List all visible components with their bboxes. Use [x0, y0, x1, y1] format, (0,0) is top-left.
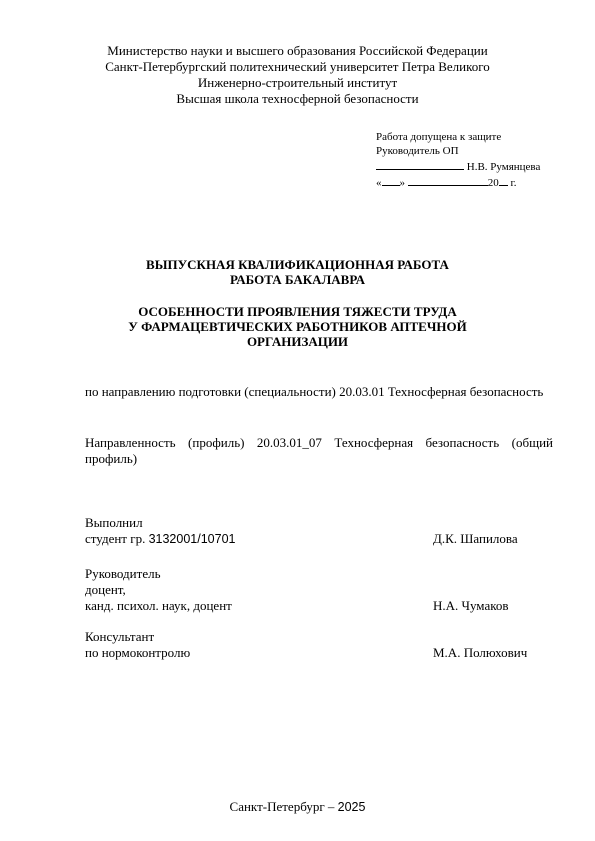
study-direction: по направлению подготовки (специальности) 20.03.01 Техносферная безопасность [85, 384, 544, 399]
year-blank [499, 175, 508, 186]
work-type-line-2: РАБОТА БАКАЛАВРА [230, 272, 365, 287]
student-prefix: студент гр. [85, 531, 149, 546]
consultant-block [85, 629, 553, 661]
consultant-name: М.А. Полюхович [433, 645, 528, 660]
organization-header [0, 43, 595, 107]
consultant-row [85, 645, 553, 661]
year-suffix: г. [507, 176, 517, 189]
consultant-role: по нормоконтролю [85, 645, 191, 660]
signature-blank [376, 158, 464, 170]
thesis-topic [0, 304, 595, 349]
school-line: Высшая школа техносферной безопасности [176, 91, 419, 106]
performer-block [85, 515, 553, 547]
work-type-heading [0, 257, 595, 287]
institute-line: Инженерно-строительный институт [197, 75, 398, 90]
year-prefix: 20 [487, 176, 499, 189]
supervisor-block [85, 566, 553, 614]
student-name: Д.К. Шапилова [433, 531, 518, 546]
university-line: Санкт-Петербургский политехнический университет Петра Великого [105, 59, 490, 74]
footer-city: Санкт-Петербург – [229, 799, 338, 814]
date-quote-close: » [399, 176, 405, 189]
program-head-name: Н.В. Румянцева [466, 161, 541, 173]
supervisor-row [85, 598, 553, 614]
approval-block [376, 131, 540, 190]
work-type-line-1: ВЫПУСКНАЯ КВАЛИФИКАЦИОННАЯ РАБОТА [146, 257, 449, 272]
consultant-label: Консультант [85, 629, 155, 644]
approval-title: Работа допущена к защите [376, 131, 502, 143]
approval-date-line [376, 175, 540, 191]
ministry-line: Министерство науки и высшего образования Российской Федерации [107, 43, 488, 58]
approval-role: Руководитель ОП [376, 144, 459, 157]
supervisor-label: Руководитель [85, 566, 161, 581]
approval-signature-line [376, 158, 540, 175]
supervisor-degree: канд. психол. наук, доцент [85, 598, 232, 613]
topic-line-3: ОРГАНИЗАЦИИ [246, 334, 349, 349]
date-quote-open: « [376, 176, 382, 189]
performer-row [85, 531, 553, 547]
group-number: 3132001/10701 [148, 532, 236, 546]
performer-label: Выполнил [85, 515, 143, 530]
footer-year: 2025 [337, 800, 366, 814]
study-profile: Направленность (профиль) 20.03.01_07 Техносферная безопасность (общий профиль) [85, 435, 553, 466]
supervisor-name: Н.А. Чумаков [433, 598, 509, 613]
month-blank [408, 175, 488, 186]
topic-line-1: ОСОБЕННОСТИ ПРОЯВЛЕНИЯ ТЯЖЕСТИ ТРУДА [138, 304, 457, 319]
supervisor-position: доцент, [85, 582, 126, 597]
day-blank [382, 175, 400, 186]
topic-line-2: У ФАРМАЦЕВТИЧЕСКИХ РАБОТНИКОВ АПТЕЧНОЙ [128, 319, 467, 334]
city-year-footer [0, 799, 595, 815]
